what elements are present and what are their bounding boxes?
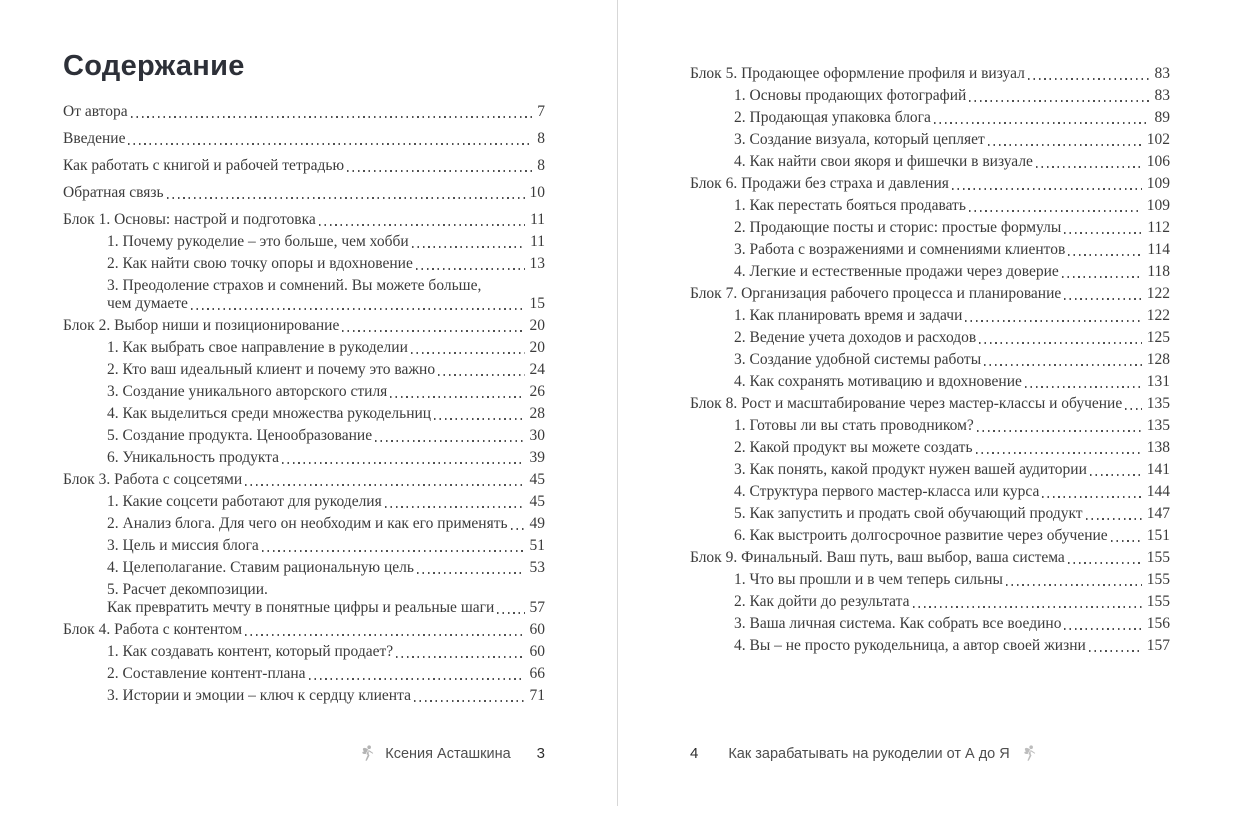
toc-entry — [690, 615, 1170, 633]
toc-entry-page: 30 — [529, 427, 545, 444]
toc-entry-page: 20 — [529, 317, 545, 334]
toc-entry-title: 4. Целеполагание. Ставим рациональную цель — [107, 559, 414, 576]
toc-entry-title: 5. Создание продукта. Ценообразование — [107, 427, 373, 444]
dot-leader — [385, 506, 525, 508]
toc-entry-title: 3. Работа с возражениями и сомнениями клиентов — [734, 241, 1066, 258]
dot-leader — [414, 700, 525, 702]
page-number-right: 4 — [690, 745, 699, 762]
toc-entry-page: 147 — [1146, 505, 1170, 522]
toc-entry — [63, 599, 545, 617]
toc-entry — [63, 361, 545, 379]
toc-entry-page: 89 — [1154, 109, 1170, 126]
toc-entry-title: 3. Как понять, какой продукт нужен вашей аудитории — [734, 461, 1087, 478]
toc-entry-title: От автора — [63, 103, 128, 120]
dot-leader — [416, 268, 525, 270]
toc-entry-page: 53 — [529, 559, 545, 576]
toc-entry — [63, 665, 545, 683]
toc-entry — [690, 637, 1170, 655]
toc-entry-page: 155 — [1146, 571, 1170, 588]
toc-entry-page: 45 — [529, 493, 545, 510]
toc-entry-title: 1. Как создавать контент, который продает? — [107, 643, 394, 660]
page-number-left: 3 — [536, 745, 545, 762]
toc-entry — [690, 87, 1170, 105]
dot-leader — [1025, 386, 1142, 388]
toc-entry-title: 2. Кто ваш идеальный клиент и почему это важно — [107, 361, 436, 378]
dot-leader — [1028, 78, 1150, 80]
toc-entry-title: 1. Что вы прошли и в чем теперь сильны — [734, 571, 1003, 588]
toc-entry — [63, 537, 545, 555]
toc-entry-title: Блок 6. Продажи без страха и давления — [690, 175, 949, 192]
toc-entry-title: 3. Преодоление страхов и сомнений. Вы можете больше, — [107, 277, 482, 294]
toc-entry — [690, 329, 1170, 347]
toc-entry-title: 2. Ведение учета доходов и расходов — [734, 329, 977, 346]
toc-entry-title: Блок 1. Основы: настрой и подготовка — [63, 211, 316, 228]
toc-entry-title: 4. Структура первого мастер-класса или курса — [734, 483, 1040, 500]
toc-entry — [63, 449, 545, 467]
toc-entry — [690, 65, 1170, 83]
toc-entry-page: 109 — [1146, 175, 1170, 192]
toc-entry-title: 3. Создание визуала, который цепляет — [734, 131, 985, 148]
toc-entry-page: 24 — [529, 361, 545, 378]
toc-entry — [690, 505, 1170, 523]
toc-entry-page: 57 — [529, 599, 545, 616]
dot-leader — [969, 100, 1149, 102]
dot-leader — [131, 116, 533, 118]
toc-entry — [690, 131, 1170, 149]
toc-entry-title: 2. Как дойти до результата — [734, 593, 910, 610]
toc-entry-title: 3. Истории и эмоции – ключ к сердцу клиента — [107, 687, 411, 704]
toc-entry — [63, 317, 545, 335]
toc-entry — [63, 643, 545, 661]
dot-leader — [511, 528, 525, 530]
toc-entry — [63, 339, 545, 357]
footer-left — [360, 744, 545, 763]
toc-entry — [690, 483, 1170, 501]
toc-entry-page: 8 — [537, 157, 545, 174]
toc-entry — [63, 255, 545, 273]
toc-entry — [63, 427, 545, 445]
toc-entry — [63, 581, 545, 599]
toc-entry — [63, 295, 545, 313]
dot-leader — [375, 440, 524, 442]
dot-leader — [245, 484, 524, 486]
toc-entry — [63, 687, 545, 705]
toc-entry-page: 28 — [529, 405, 545, 422]
dot-leader — [497, 612, 524, 614]
toc-entry-title: Блок 4. Работа с контентом — [63, 621, 243, 638]
toc-entry-title: 2. Продающие посты и сторис: простые формулы — [734, 219, 1062, 236]
toc-entry-page: 157 — [1146, 637, 1170, 654]
toc-entry-title: Как превратить мечту в понятные цифры и реальные шаги — [107, 599, 495, 616]
toc-entry — [690, 109, 1170, 127]
dot-leader — [167, 197, 525, 199]
toc-entry — [63, 383, 545, 401]
toc-entry — [690, 263, 1170, 281]
toc-entry-page: 102 — [1146, 131, 1170, 148]
dot-leader — [976, 452, 1142, 454]
footer-book-title: Как зарабатывать на рукоделии от А до Я — [728, 745, 1010, 762]
toc-entry — [63, 493, 545, 511]
toc-entry-page: 26 — [529, 383, 545, 400]
dot-leader — [1068, 254, 1142, 256]
dot-leader — [347, 170, 532, 172]
toc-entry-title: 6. Как выстроить долгосрочное развитие через обучение — [734, 527, 1108, 544]
toc-entry — [63, 130, 545, 148]
toc-entry-title: 3. Создание удобной системы работы — [734, 351, 982, 368]
dot-leader — [412, 246, 525, 248]
dot-leader — [262, 550, 525, 552]
dot-leader — [1036, 166, 1142, 168]
fairy-icon — [1022, 744, 1037, 763]
dot-leader — [965, 320, 1141, 322]
toc-entry-title: 4. Легкие и естественные продажи через доверие — [734, 263, 1059, 280]
dot-leader — [411, 352, 525, 354]
dot-leader — [396, 656, 524, 658]
toc-entry — [63, 211, 545, 229]
toc-entry-title: 2. Продающая упаковка блога — [734, 109, 931, 126]
toc-entry — [690, 373, 1170, 391]
dot-leader — [988, 144, 1142, 146]
toc-entry — [690, 219, 1170, 237]
toc-entry-title: 5. Расчет декомпозиции. — [107, 581, 268, 598]
toc-entry-page: 39 — [529, 449, 545, 466]
dot-leader — [1125, 408, 1142, 410]
toc-entry — [63, 559, 545, 577]
toc-entry-page: 7 — [537, 103, 545, 120]
dot-leader — [1042, 496, 1141, 498]
toc-entry-page: 49 — [529, 515, 545, 532]
toc-entry-title: 1. Почему рукоделие – это больше, чем хобби — [107, 233, 409, 250]
toc-entry — [63, 405, 545, 423]
toc-entry-page: 144 — [1146, 483, 1170, 500]
toc-entry — [690, 285, 1170, 303]
toc-entry-page: 45 — [529, 471, 545, 488]
toc-entry — [63, 621, 545, 639]
toc-entry-title: 2. Какой продукт вы можете создать — [734, 439, 973, 456]
toc-entry — [690, 461, 1170, 479]
fairy-icon — [360, 744, 375, 763]
toc-entry-page: 83 — [1154, 65, 1170, 82]
footer-author: Ксения Асташкина — [385, 745, 511, 762]
dot-leader — [1086, 518, 1142, 520]
dot-leader — [1090, 474, 1142, 476]
toc-entry-title: 6. Уникальность продукта — [107, 449, 279, 466]
toc-entry — [63, 471, 545, 489]
toc-right — [690, 65, 1170, 655]
toc-entry — [63, 157, 545, 175]
toc-entry-page: 131 — [1146, 373, 1170, 390]
toc-entry — [690, 153, 1170, 171]
toc-entry-title: 1. Как перестать бояться продавать — [734, 197, 966, 214]
toc-entry-page: 60 — [529, 621, 545, 638]
toc-entry-page: 11 — [530, 211, 545, 228]
dot-leader — [319, 224, 525, 226]
toc-entry-page: 83 — [1154, 87, 1170, 104]
toc-entry-title: 1. Как выбрать свое направление в рукоделии — [107, 339, 408, 356]
toc-entry — [690, 527, 1170, 545]
toc-entry — [63, 515, 545, 533]
toc-entry-page: 106 — [1146, 153, 1170, 170]
toc-entry-page: 122 — [1146, 285, 1170, 302]
dot-leader — [934, 122, 1150, 124]
dot-leader — [913, 606, 1142, 608]
toc-entry-page: 109 — [1146, 197, 1170, 214]
toc-entry-page: 155 — [1146, 549, 1170, 566]
toc-entry-title: 5. Как запустить и продать свой обучающий продукт — [734, 505, 1083, 522]
toc-entry — [690, 571, 1170, 589]
toc-entry-title: 2. Как найти свою точку опоры и вдохновение — [107, 255, 413, 272]
dot-leader — [342, 330, 524, 332]
toc-entry — [690, 549, 1170, 567]
toc-entry-page: 138 — [1146, 439, 1170, 456]
toc-entry-page: 15 — [529, 295, 545, 312]
toc-entry-page: 141 — [1146, 461, 1170, 478]
toc-entry-title: Блок 2. Выбор ниши и позиционирование — [63, 317, 340, 334]
dot-leader — [434, 418, 524, 420]
toc-entry — [690, 241, 1170, 259]
toc-entry-title: 1. Основы продающих фотографий — [734, 87, 967, 104]
toc-entry-title: Блок 5. Продающее оформление профиля и визуал — [690, 65, 1025, 82]
page-left — [0, 0, 617, 813]
toc-entry — [690, 395, 1170, 413]
toc-entry-title: Блок 7. Организация рабочего процесса и планирование — [690, 285, 1062, 302]
toc-entry-page: 11 — [530, 233, 545, 250]
page-right — [618, 0, 1237, 813]
dot-leader — [309, 678, 525, 680]
toc-entry-page: 156 — [1146, 615, 1170, 632]
toc-entry — [63, 233, 545, 251]
toc-entry-title: Блок 9. Финальный. Ваш путь, ваш выбор, ваша система — [690, 549, 1065, 566]
dot-leader — [1006, 584, 1142, 586]
dot-leader — [390, 396, 524, 398]
toc-entry-title: 2. Составление контент-плана — [107, 665, 306, 682]
toc-entry-page: 114 — [1147, 241, 1170, 258]
dot-leader — [969, 210, 1142, 212]
dot-leader — [1064, 298, 1141, 300]
toc-entry-page: 60 — [529, 643, 545, 660]
toc-entry — [690, 351, 1170, 369]
toc-entry-page: 8 — [537, 130, 545, 147]
toc-left — [63, 103, 545, 705]
dot-leader — [1089, 650, 1142, 652]
toc-entry — [690, 439, 1170, 457]
dot-leader — [417, 572, 525, 574]
toc-entry-title: 1. Готовы ли вы стать проводником? — [734, 417, 974, 434]
toc-entry-title: Блок 3. Работа с соцсетями — [63, 471, 243, 488]
toc-entry-title: 3. Цель и миссия блога — [107, 537, 259, 554]
toc-entry-page: 128 — [1146, 351, 1170, 368]
toc-entry — [690, 417, 1170, 435]
toc-entry-title: 1. Как планировать время и задачи — [734, 307, 963, 324]
toc-entry-title: 3. Создание уникального авторского стиля — [107, 383, 388, 400]
toc-entry-page: 112 — [1147, 219, 1170, 236]
dot-leader — [977, 430, 1142, 432]
toc-entry — [690, 197, 1170, 215]
toc-entry-page: 51 — [529, 537, 545, 554]
toc-entry-title: Введение — [63, 130, 126, 147]
toc-entry-page: 125 — [1146, 329, 1170, 346]
dot-leader — [245, 634, 524, 636]
dot-leader — [282, 462, 525, 464]
toc-entry-title: Как работать с книгой и рабочей тетрадью — [63, 157, 345, 174]
dot-leader — [1064, 232, 1142, 234]
toc-entry-title: 2. Анализ блога. Для чего он необходим и как его применять — [107, 515, 508, 532]
dot-leader — [438, 374, 524, 376]
toc-entry-page: 118 — [1147, 263, 1170, 280]
toc-entry-page: 13 — [529, 255, 545, 272]
toc-entry — [690, 175, 1170, 193]
footer-right — [690, 744, 1037, 763]
toc-entry-page: 66 — [529, 665, 545, 682]
toc-entry-title: 3. Ваша личная система. Как собрать все воедино — [734, 615, 1062, 632]
toc-entry — [63, 277, 545, 295]
toc-entry — [63, 184, 545, 202]
toc-entry-title: Обратная связь — [63, 184, 164, 201]
dot-leader — [128, 143, 532, 145]
toc-entry-title: 1. Какие соцсети работают для рукоделия — [107, 493, 382, 510]
toc-entry — [690, 307, 1170, 325]
toc-entry-page: 135 — [1146, 395, 1170, 412]
dot-leader — [1068, 562, 1142, 564]
toc-entry-page: 151 — [1146, 527, 1170, 544]
toc-entry-title: 4. Как найти свои якоря и фишечки в визуале — [734, 153, 1033, 170]
toc-entry-page: 10 — [529, 184, 545, 201]
dot-leader — [191, 308, 525, 310]
dot-leader — [952, 188, 1142, 190]
toc-entry-page: 155 — [1146, 593, 1170, 610]
toc-entry-page: 20 — [529, 339, 545, 356]
toc-entry-title: Блок 8. Рост и масштабирование через мастер-классы и обучение — [690, 395, 1123, 412]
toc-entry-title: 4. Как сохранять мотивацию и вдохновение — [734, 373, 1022, 390]
dot-leader — [1062, 276, 1143, 278]
dot-leader — [979, 342, 1142, 344]
dot-leader — [1064, 628, 1141, 630]
dot-leader — [984, 364, 1142, 366]
toc-entry-page: 71 — [529, 687, 545, 704]
toc-entry — [63, 103, 545, 121]
toc-entry — [690, 593, 1170, 611]
toc-entry-title: 4. Вы – не просто рукодельница, а автор своей жизни — [734, 637, 1086, 654]
toc-entry-page: 135 — [1146, 417, 1170, 434]
toc-heading: Содержание — [63, 50, 245, 82]
toc-entry-title: 4. Как выделиться среди множества рукодельниц — [107, 405, 432, 422]
toc-entry-title: чем думаете — [107, 295, 188, 312]
dot-leader — [1111, 540, 1142, 542]
toc-entry-page: 122 — [1146, 307, 1170, 324]
